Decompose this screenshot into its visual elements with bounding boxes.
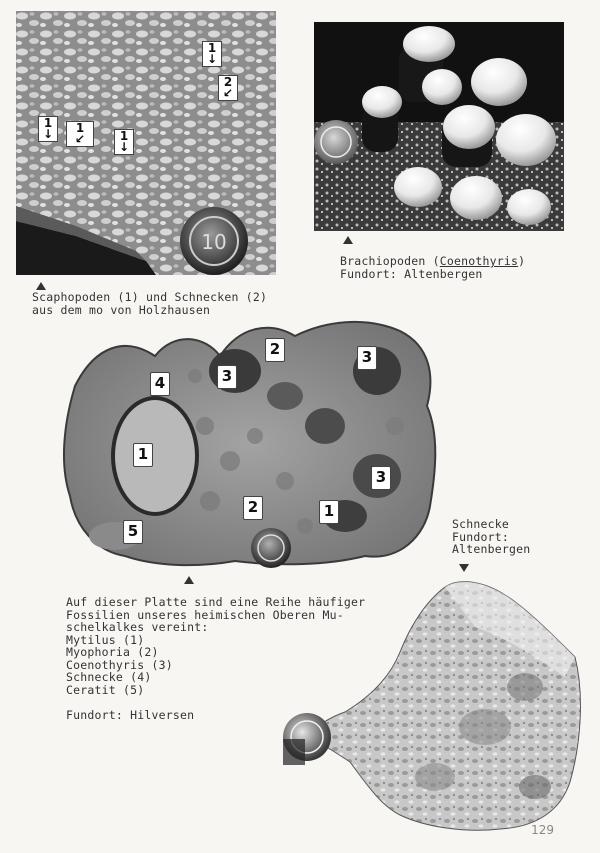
svg-text:10: 10 <box>201 230 227 254</box>
snail-slab-image <box>275 577 585 833</box>
scaphopod-rock-image <box>16 11 276 275</box>
brachiopod-genus: Coenothyris <box>439 254 519 268</box>
scaphopod-caption-marker <box>36 282 46 290</box>
scaphopod-label-1c: 1 ↓ <box>114 129 134 155</box>
slab-label-4: 4 <box>150 372 170 396</box>
snail-caption-marker <box>459 564 469 572</box>
slab-label-3-right: 3 <box>371 466 391 490</box>
slab-label-1-left: 1 <box>133 443 153 467</box>
snail-photo <box>275 577 585 833</box>
page-number: 129 <box>531 823 554 837</box>
slab-label-3-topright: 3 <box>357 346 377 370</box>
scaphopod-photo <box>16 11 276 275</box>
snail-caption: Schnecke Fundort: Altenbergen <box>452 517 531 556</box>
brachiopod-caption: Brachiopoden (Coenothyris) Fundort: Altenbergen <box>340 254 526 281</box>
slab-label-1-bottom: 1 <box>319 500 339 524</box>
brachiopod-photo <box>314 22 564 231</box>
scaphopod-label-1d: 1 ↓ <box>202 41 222 67</box>
slab-caption-marker <box>184 576 194 584</box>
slab-caption: Auf dieser Platte sind eine Reihe häufiger Fossilien unseres heimischen Oberen Mu- schelkalkes vereint: Mytilus (1) Myophoria (2) Coenothyris (3) Schnecke (4) Ceratit (5) Fundort: Hilversen <box>66 595 366 722</box>
scaphopod-label-1a: 1 ↓ <box>38 116 58 142</box>
scaphopod-caption: Scaphopoden (1) und Schnecken (2) aus dem mo von Holzhausen <box>32 290 268 317</box>
fossil-slab-photo <box>55 316 445 574</box>
fossil-slab-image <box>55 316 445 574</box>
slab-label-2-bottom: 2 <box>243 496 263 520</box>
slab-label-2-top: 2 <box>265 338 285 362</box>
brachiopod-image <box>314 22 564 231</box>
brachiopod-caption-marker <box>343 236 353 244</box>
scaphopod-label-1b: 1 ↙ <box>66 121 94 147</box>
slab-label-3-center: 3 <box>217 365 237 389</box>
slab-label-5: 5 <box>123 520 143 544</box>
scaphopod-label-2: 2 ↙ <box>218 75 238 101</box>
